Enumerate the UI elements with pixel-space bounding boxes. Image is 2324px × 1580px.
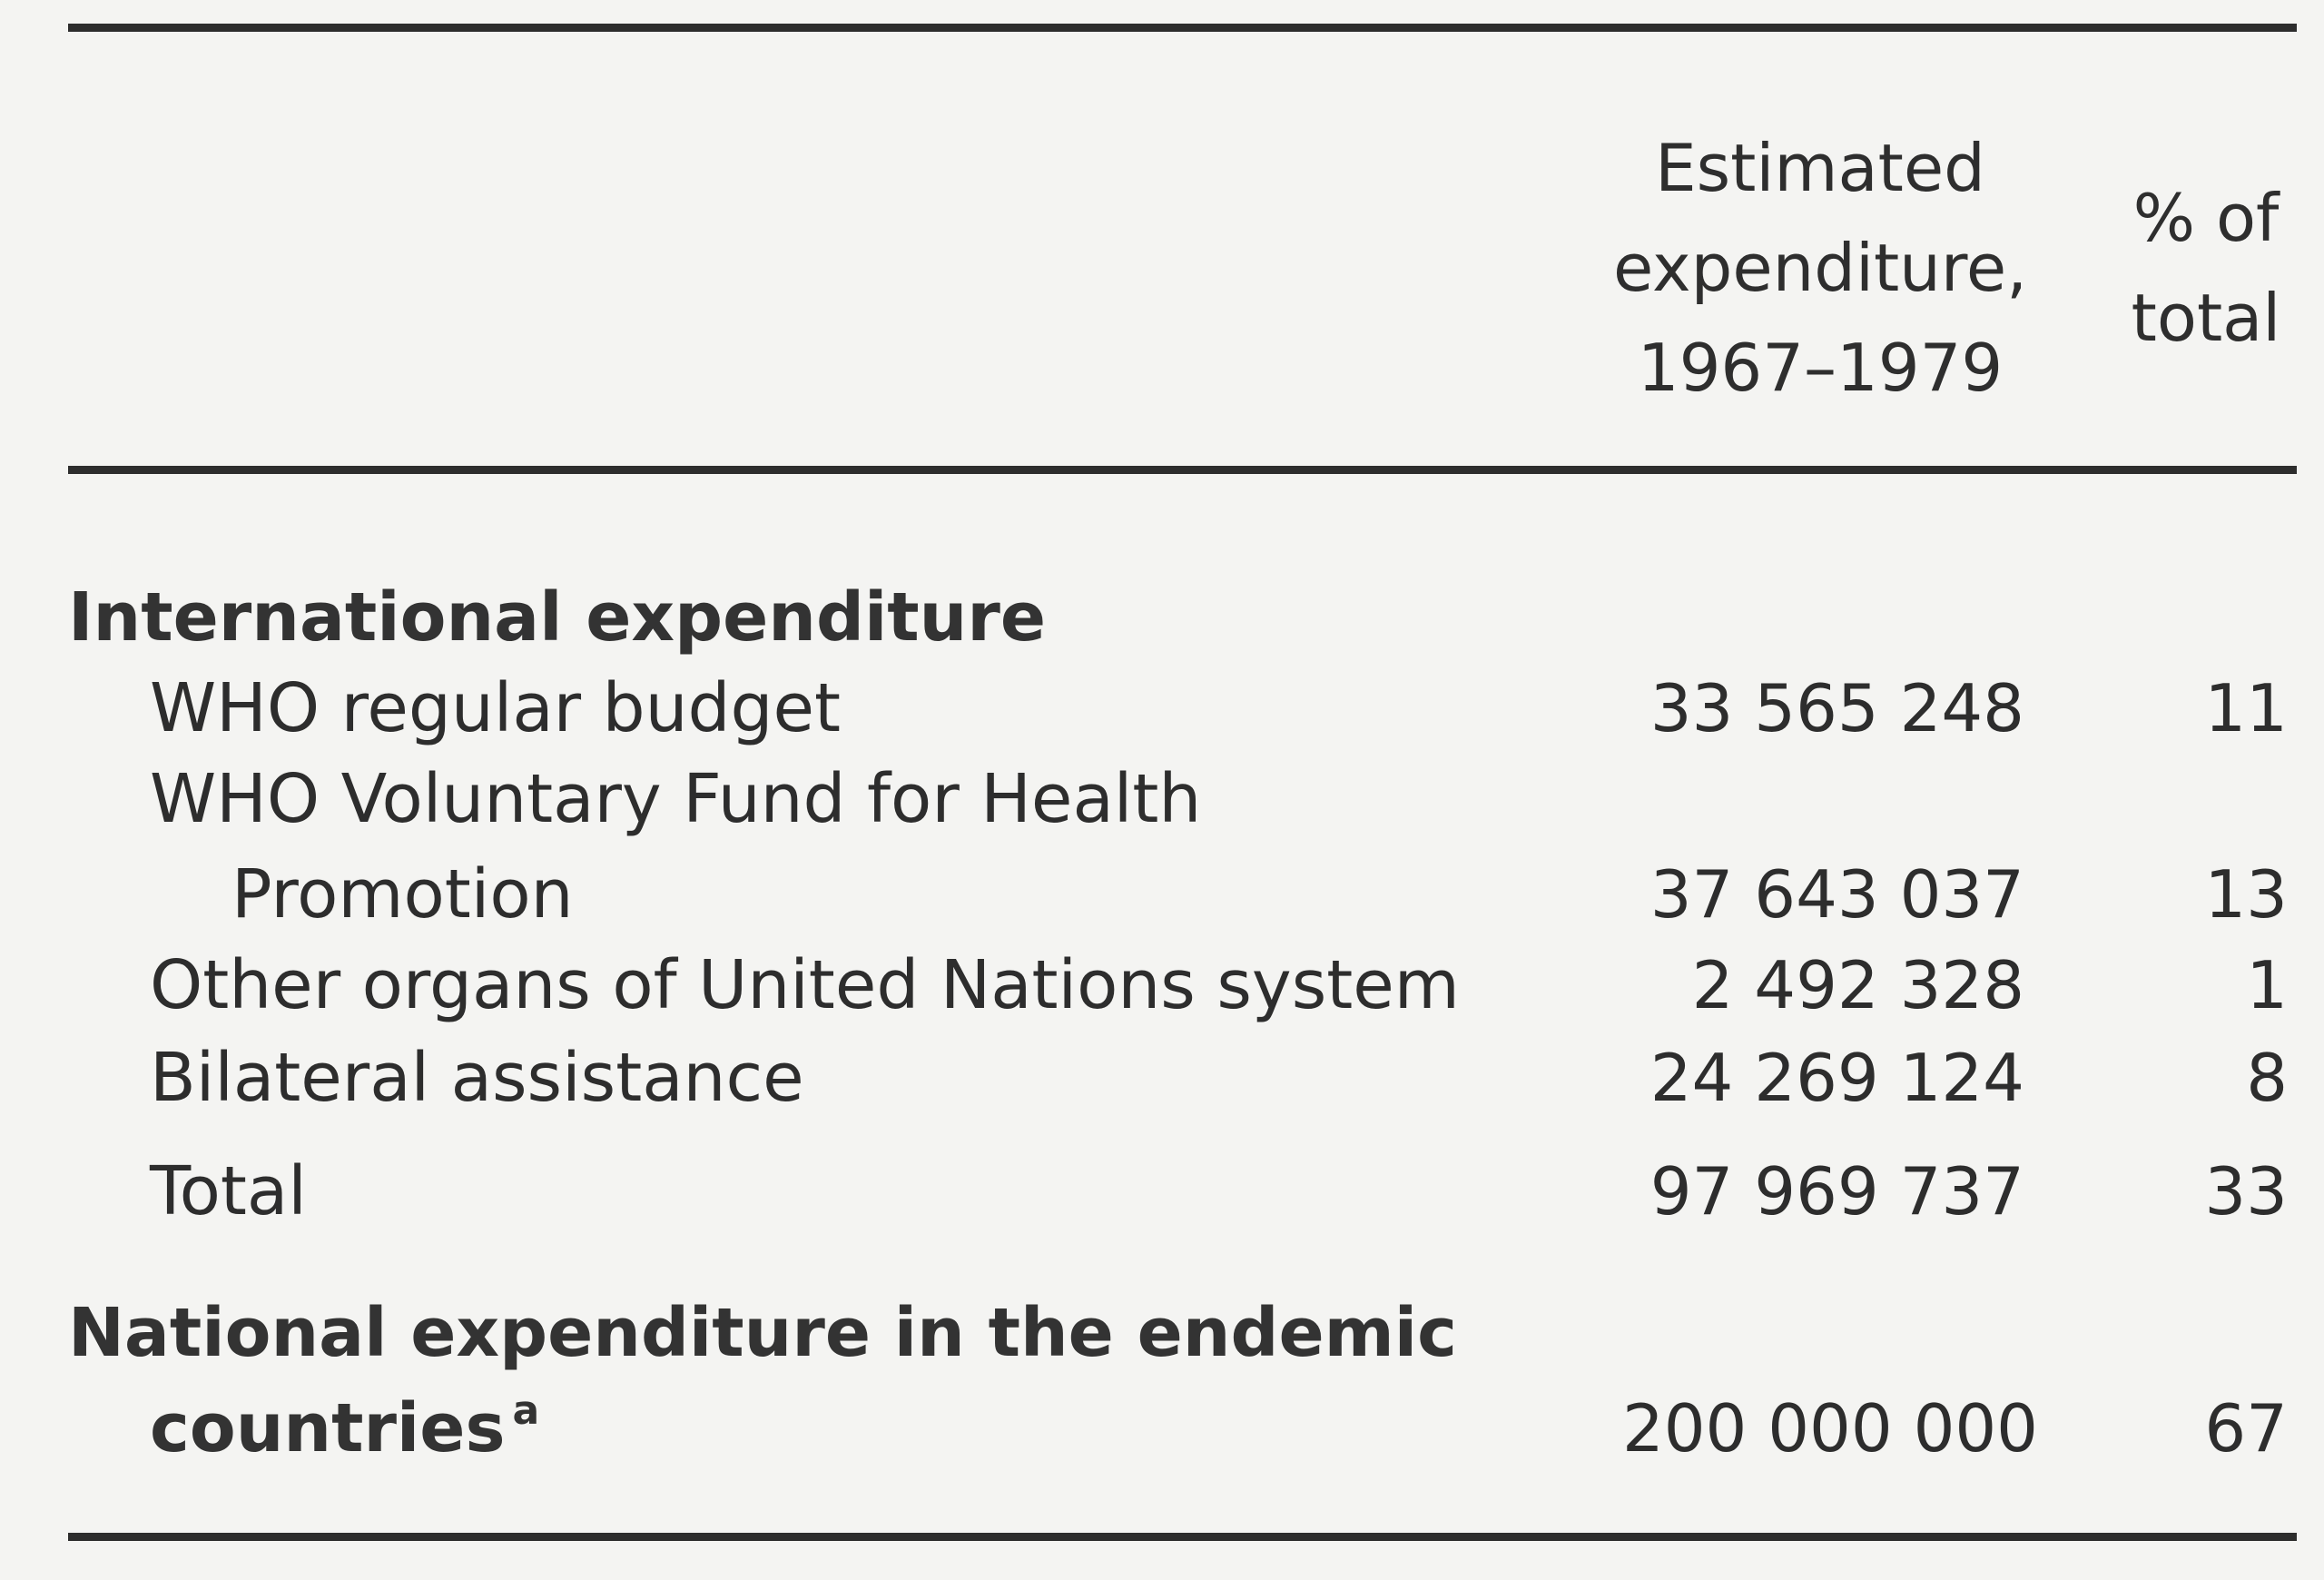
section-heading-national-text: countries bbox=[150, 1389, 506, 1467]
row-other-organs-value: 2 492 328 bbox=[1691, 947, 2024, 1023]
row-who-voluntary-fund-value: 37 643 037 bbox=[1649, 856, 2024, 933]
row-national-value: 200 000 000 bbox=[1621, 1390, 2038, 1466]
bottom-rule bbox=[68, 1533, 2297, 1541]
header-expenditure-line-1: Estimated bbox=[1655, 130, 1985, 206]
header-rule bbox=[68, 466, 2297, 474]
row-bilateral-assistance-pct: 8 bbox=[2246, 1040, 2288, 1116]
row-other-organs-pct: 1 bbox=[2246, 947, 2288, 1023]
row-who-regular-budget-pct: 11 bbox=[2204, 670, 2288, 746]
row-who-voluntary-fund-label-line-2: Promotion bbox=[231, 855, 574, 933]
section-heading-international: International expenditure bbox=[68, 578, 1047, 657]
row-bilateral-assistance-label: Bilateral assistance bbox=[150, 1039, 804, 1117]
section-heading-national-line-1: National expenditure in the endemic bbox=[68, 1294, 1457, 1372]
row-who-voluntary-fund-label-line-1: WHO Voluntary Fund for Health bbox=[150, 760, 1202, 838]
section-heading-national-line-2 bbox=[150, 1383, 539, 1474]
row-total-value: 97 969 737 bbox=[1649, 1153, 2024, 1229]
row-bilateral-assistance-value: 24 269 124 bbox=[1649, 1040, 2024, 1116]
row-total-label: Total bbox=[150, 1152, 307, 1230]
row-who-regular-budget-label: WHO regular budget bbox=[150, 669, 841, 747]
row-who-voluntary-fund-pct: 13 bbox=[2204, 856, 2288, 933]
header-percent bbox=[2097, 168, 2315, 368]
row-other-organs-label: Other organs of United Nations system bbox=[150, 946, 1460, 1024]
header-expenditure-line-3: 1967–1979 bbox=[1637, 330, 2004, 406]
header-expenditure bbox=[1552, 118, 2088, 418]
row-total-pct: 33 bbox=[2204, 1153, 2288, 1229]
header-percent-line-2: total bbox=[2131, 280, 2281, 356]
header-percent-line-1: % of bbox=[2132, 180, 2280, 256]
footnote-marker: a bbox=[512, 1387, 540, 1434]
row-national-pct: 67 bbox=[2204, 1390, 2288, 1466]
top-rule bbox=[68, 24, 2297, 32]
row-who-regular-budget-value: 33 565 248 bbox=[1649, 670, 2024, 746]
header-expenditure-line-2: expenditure, bbox=[1612, 230, 2028, 306]
